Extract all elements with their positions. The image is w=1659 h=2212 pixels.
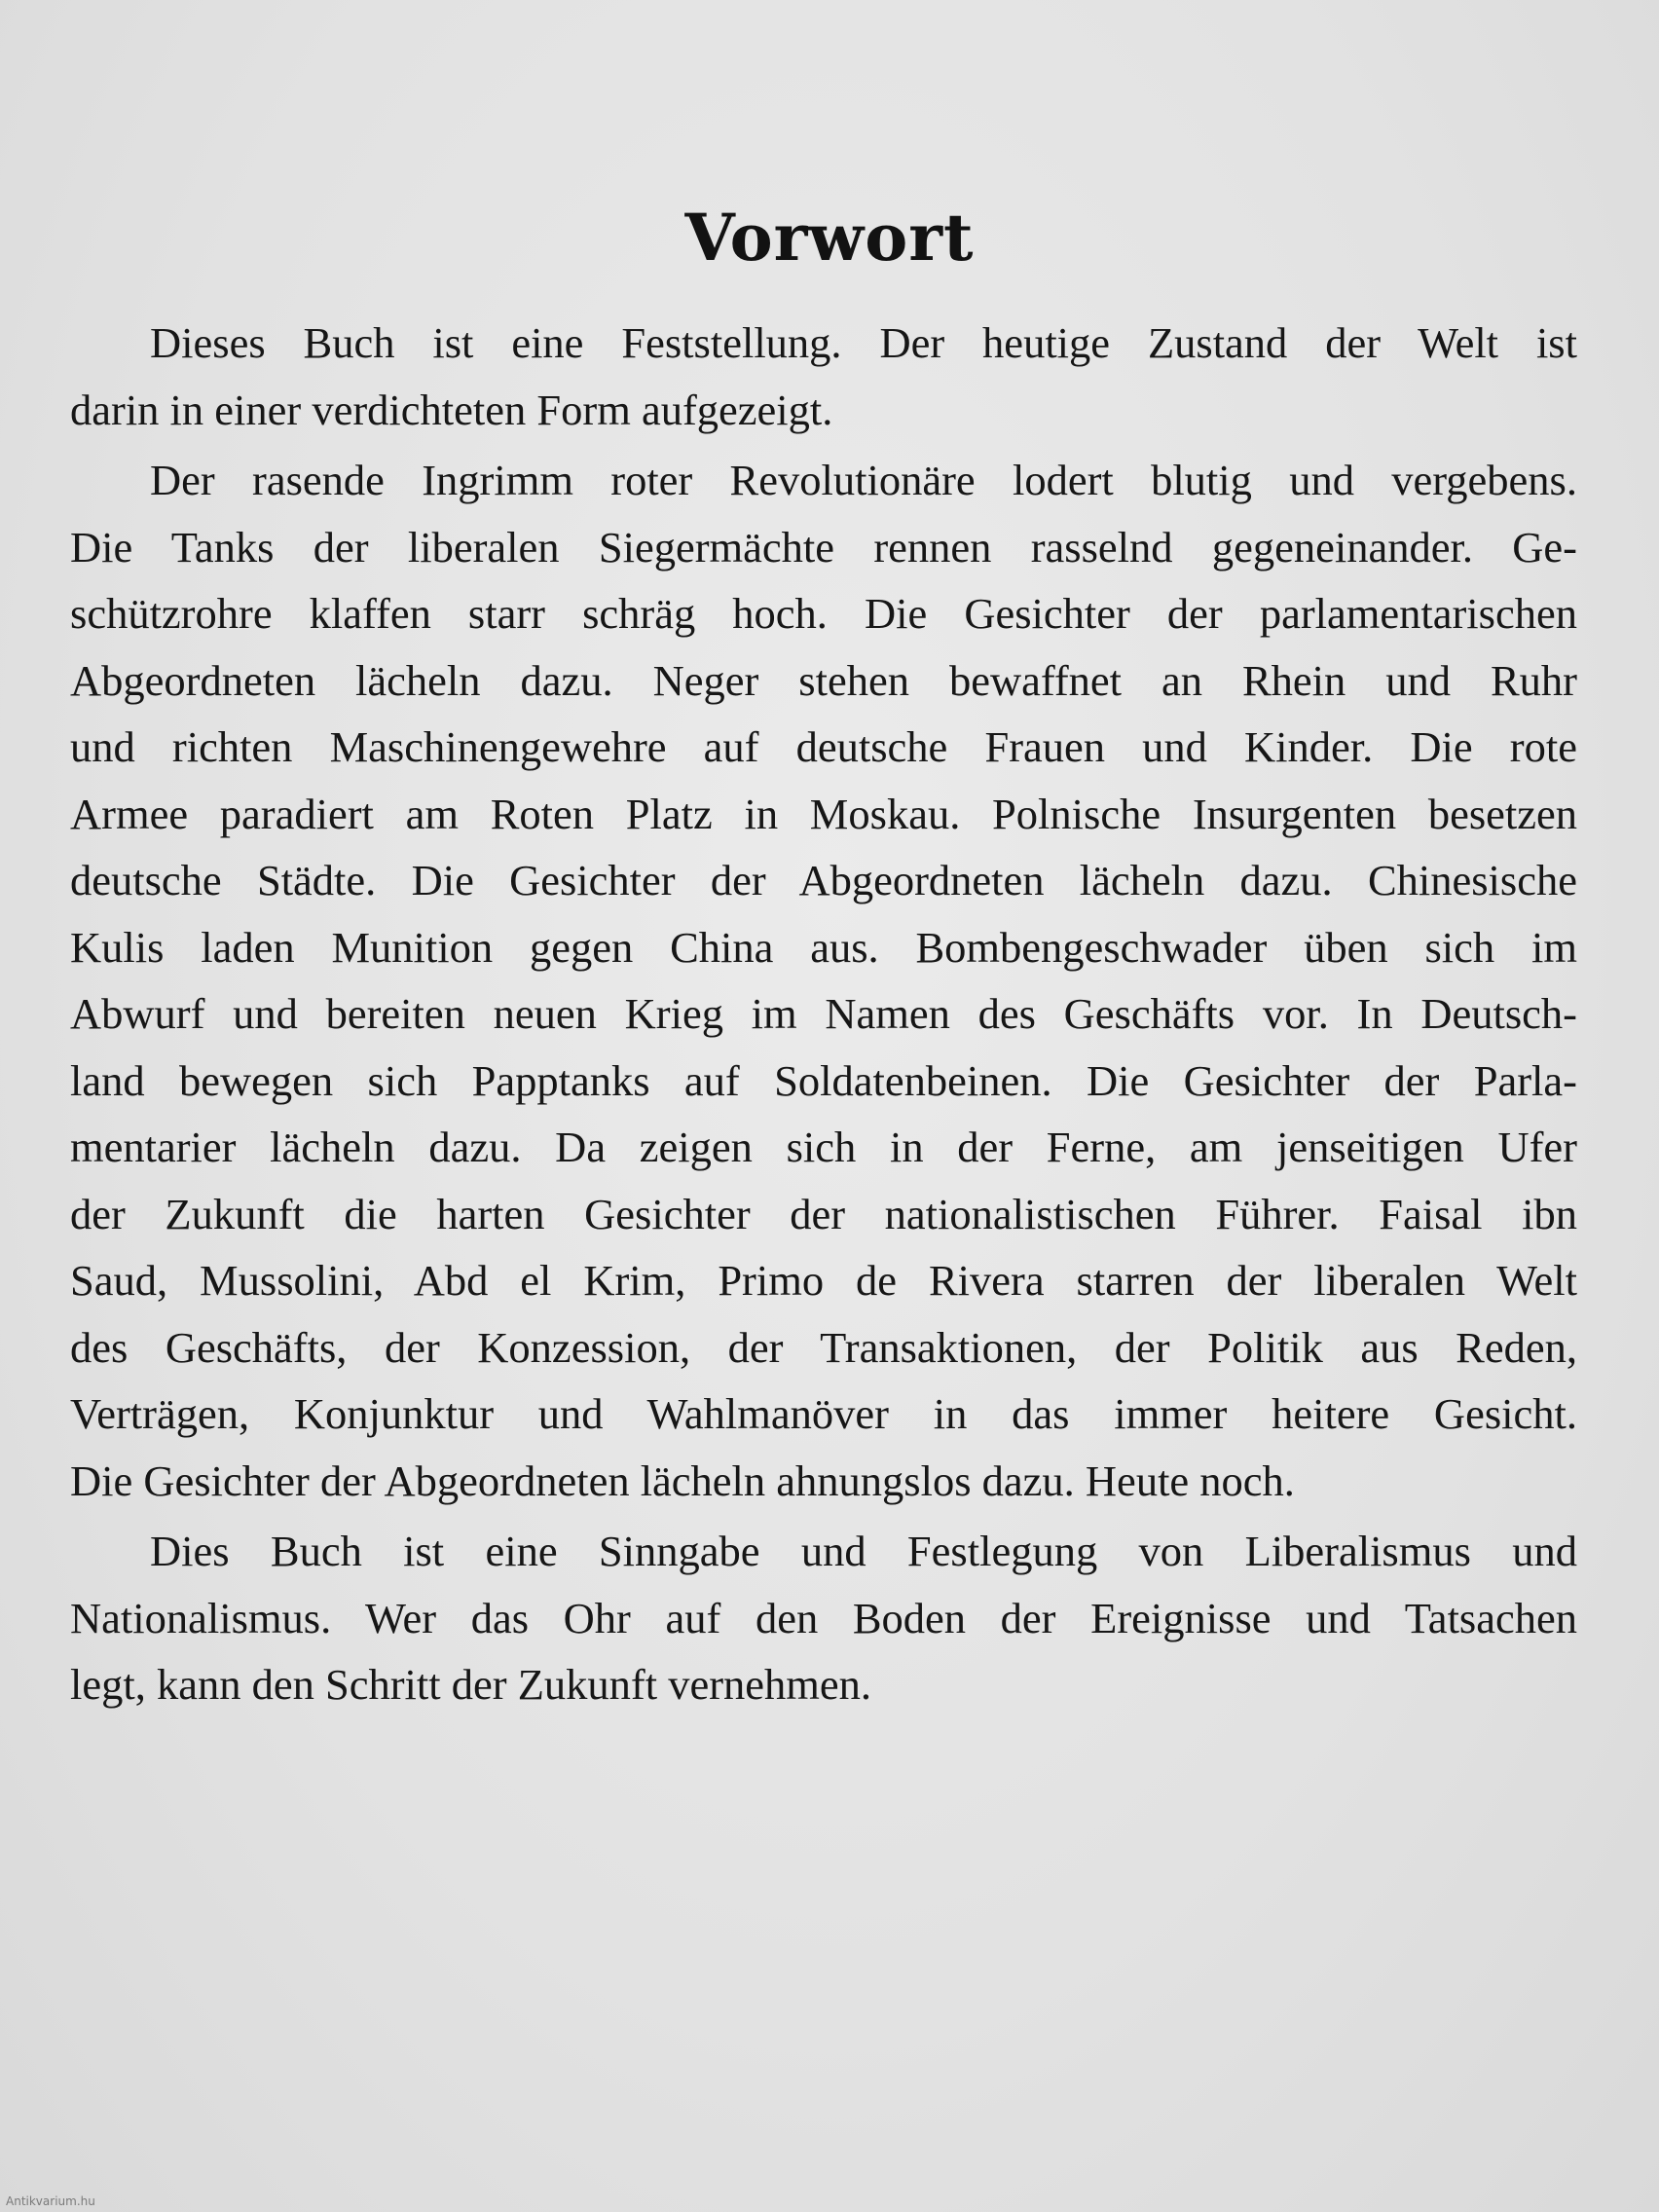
text-line: schützrohre klaffen starr schräg hoch. Die Gesichter der parlamentarischen <box>70 589 1577 638</box>
paragraph <box>70 447 1577 1514</box>
text-line: Dies Buch ist eine Sinngabe und Festlegung von Liberalismus und <box>150 1527 1577 1575</box>
text-line: des Geschäfts, der Konzession, der Transaktionen, der Politik aus Reden, <box>70 1322 1577 1372</box>
text-line: Verträgen, Konjunktur und Wahlmanöver in das immer heitere Gesicht. <box>70 1389 1577 1438</box>
text-line: darin in einer verdichteten Form aufgezeigt. <box>70 385 833 434</box>
text-line: legt, kann den Schritt der Zukunft vernehmen. <box>70 1660 872 1709</box>
watermark: Antikvarium.hu <box>6 2194 95 2208</box>
text-line: Saud, Mussolini, Abd el Krim, Primo de Rivera starren der liberalen Welt <box>70 1256 1577 1305</box>
text-line: Die Gesichter der Abgeordneten lächeln ahnungslos dazu. Heute noch. <box>70 1456 1295 1505</box>
preface-text <box>70 310 1577 1722</box>
text-line: deutsche Städte. Die Gesichter der Abgeordneten lächeln dazu. Chinesische <box>70 856 1577 904</box>
text-line: Die Tanks der liberalen Siegermächte rennen rasselnd gegeneinander. Ge- <box>70 522 1577 571</box>
page-title: Vorwort <box>684 200 975 276</box>
text-line: und richten Maschinengewehre auf deutsche Frauen und Kinder. Die rote <box>70 722 1577 771</box>
text-line: Kulis laden Munition gegen China aus. Bombengeschwader üben sich im <box>70 922 1577 972</box>
paragraph <box>70 310 1577 443</box>
paragraph <box>70 1518 1577 1718</box>
text-line: Armee paradiert am Roten Platz in Moskau. Polnische Insurgenten besetzen <box>70 789 1577 838</box>
text-line: land bewegen sich Papptanks auf Soldatenbeinen. Die Gesichter der Parla- <box>70 1055 1577 1105</box>
text-line: Abwurf und bereiten neuen Krieg im Namen des Geschäfts vor. In Deutsch- <box>70 989 1577 1038</box>
text-line: Nationalismus. Wer das Ohr auf den Boden der Ereignisse und Tatsachen <box>70 1593 1577 1642</box>
text-line: Der rasende Ingrimm roter Revolutionäre lodert blutig und vergebens. <box>150 456 1577 504</box>
text-line: Abgeordneten lächeln dazu. Neger stehen bewaffnet an Rhein und Ruhr <box>70 655 1577 705</box>
text-line: mentarier lächeln dazu. Da zeigen sich in der Ferne, am jenseitigen Ufer <box>70 1123 1577 1171</box>
text-line: der Zukunft die harten Gesichter der nationalistischen Führer. Faisal ibn <box>70 1189 1577 1238</box>
text-line: Dieses Buch ist eine Feststellung. Der heutige Zustand der Welt ist <box>150 318 1577 367</box>
